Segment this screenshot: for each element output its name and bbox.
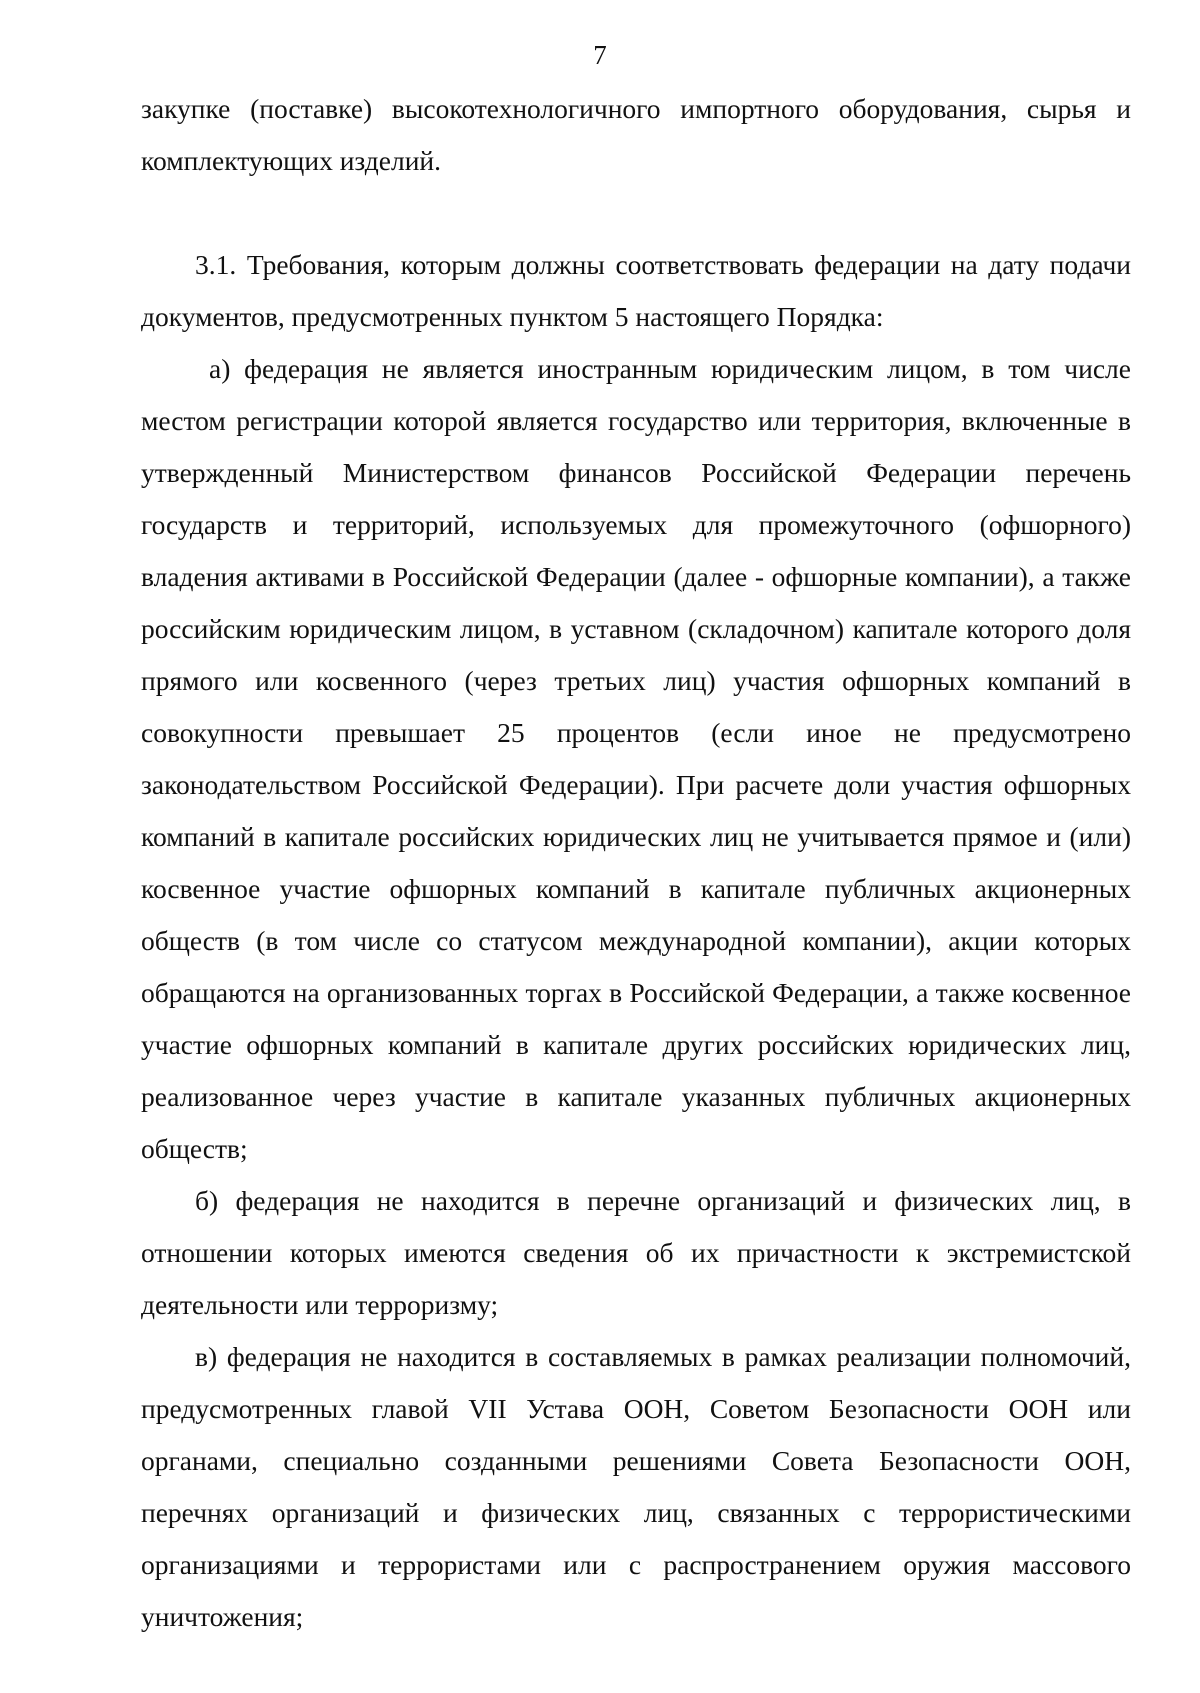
paragraph-item-v: в) федерация не находится в составляемых в рамках реализации полномочий, предусмотренных главой VII Устава ООН, Советом Безопасности ООН или органами, специально созданными решениями Совета Безопасности ООН, перечнях организаций и физических лиц, связанных с террористическими организациями и террористами или с распространением оружия массового уничтожения; bbox=[141, 1341, 1131, 1632]
paragraph-continuation: закупке (поставке) высокотехнологичного импортного оборудования, сырья и комплектующих изделий. bbox=[141, 93, 1131, 176]
page-number: 7 bbox=[593, 40, 607, 70]
paragraph-3-1: 3.1. Требования, которым должны соответствовать федерации на дату подачи документов, предусмотренных пунктом 5 настоящего Порядка: bbox=[141, 249, 1131, 332]
document-body bbox=[141, 83, 1131, 1643]
paragraph-item-b: б) федерация не находится в перечне организаций и физических лиц, в отношении которых имеются сведения об их причастности к экстремистской деятельности или терроризму; bbox=[141, 1185, 1131, 1320]
paragraph-item-a: а) федерация не является иностранным юридическим лицом, в том числе местом регистрации которой является государство или территория, включенные в утвержденный Министерством финансов Российской Федерации перечень государств и территорий, используемых для промежуточного (офшорного) владения активами в Российской Федерации (далее - офшорные компании), а также российским юридическим лицом, в уставном (складочном) капитале которого доля прямого или косвенного (через третьих лиц) участия офшорных компаний в совокупности превышает 25 процентов (если иное не предусмотрено законодательством Российской Федерации). При расчете доли участия офшорных компаний в капитале российских юридических лиц не учитывается прямое и (или) косвенное участие офшорных компаний в капитале публичных акционерных обществ (в том числе со статусом международной компании), акции которых обращаются на организованных торгах в Российской Федерации, а также косвенное участие офшорных компаний в капитале других российских юридических лиц, реализованное через участие в капитале указанных публичных акционерных обществ; bbox=[141, 353, 1131, 1164]
